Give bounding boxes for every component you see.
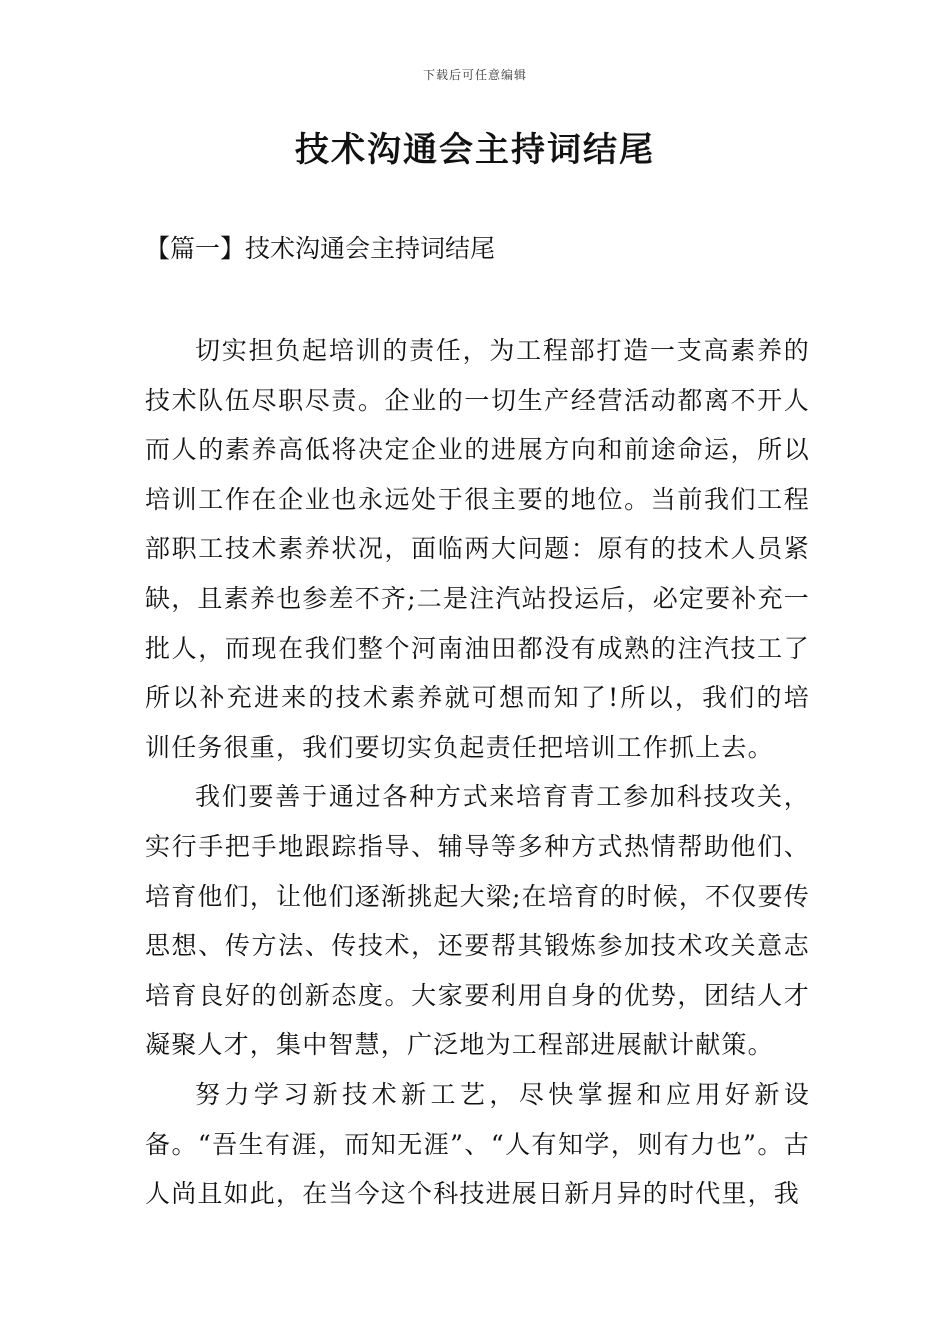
- paragraph: 我们要善于通过各种方式来培育青工参加科技攻关，实行手把手地跟踪指导、辅导等多种方式热情帮助他们、培育他们，让他们逐渐挑起大梁;在培育的时候，不仅要传思想、传方法、传技术，还要帮其锻炼参加技术攻关意志培育良好的创新态度。大家要利用自身的优势，团结人才凝聚人才，集中智慧，广泛地为工程部进展献计献策。: [145, 782, 810, 1060]
- section-heading: 【篇一】技术沟通会主持词结尾: [145, 234, 496, 263]
- paragraph: 切实担负起培训的责任，为工程部打造一支高素养的技术队伍尽职尽责。企业的一切生产经营活动都离不开人而人的素养高低将决定企业的进展方向和前途命运，所以培训工作在企业也永远处于很主要的地位。当前我们工程部职工技术素养状况，面临两大问题：原有的技术人员紧缺，且素养也参差不齐;二是注汽站投运后，必定要补充一批人，而现在我们整个河南油田都没有成熟的注汽技工了所以补充进来的技术素养就可想而知了!所以，我们的培训任务很重，我们要切实负起责任把培训工作抓上去。: [145, 336, 810, 762]
- paragraph: 努力学习新技术新工艺，尽快掌握和应用好新设备。“吾生有涯，而知无涯”、“人有知学，则有力也”。古人尚且如此，在当今这个科技进展日新月异的时代里，我: [145, 1079, 810, 1209]
- document-title: 技术沟通会主持词结尾: [295, 130, 655, 170]
- header-note: 下载后可任意编辑: [422, 68, 527, 82]
- body-text: [145, 326, 810, 1219]
